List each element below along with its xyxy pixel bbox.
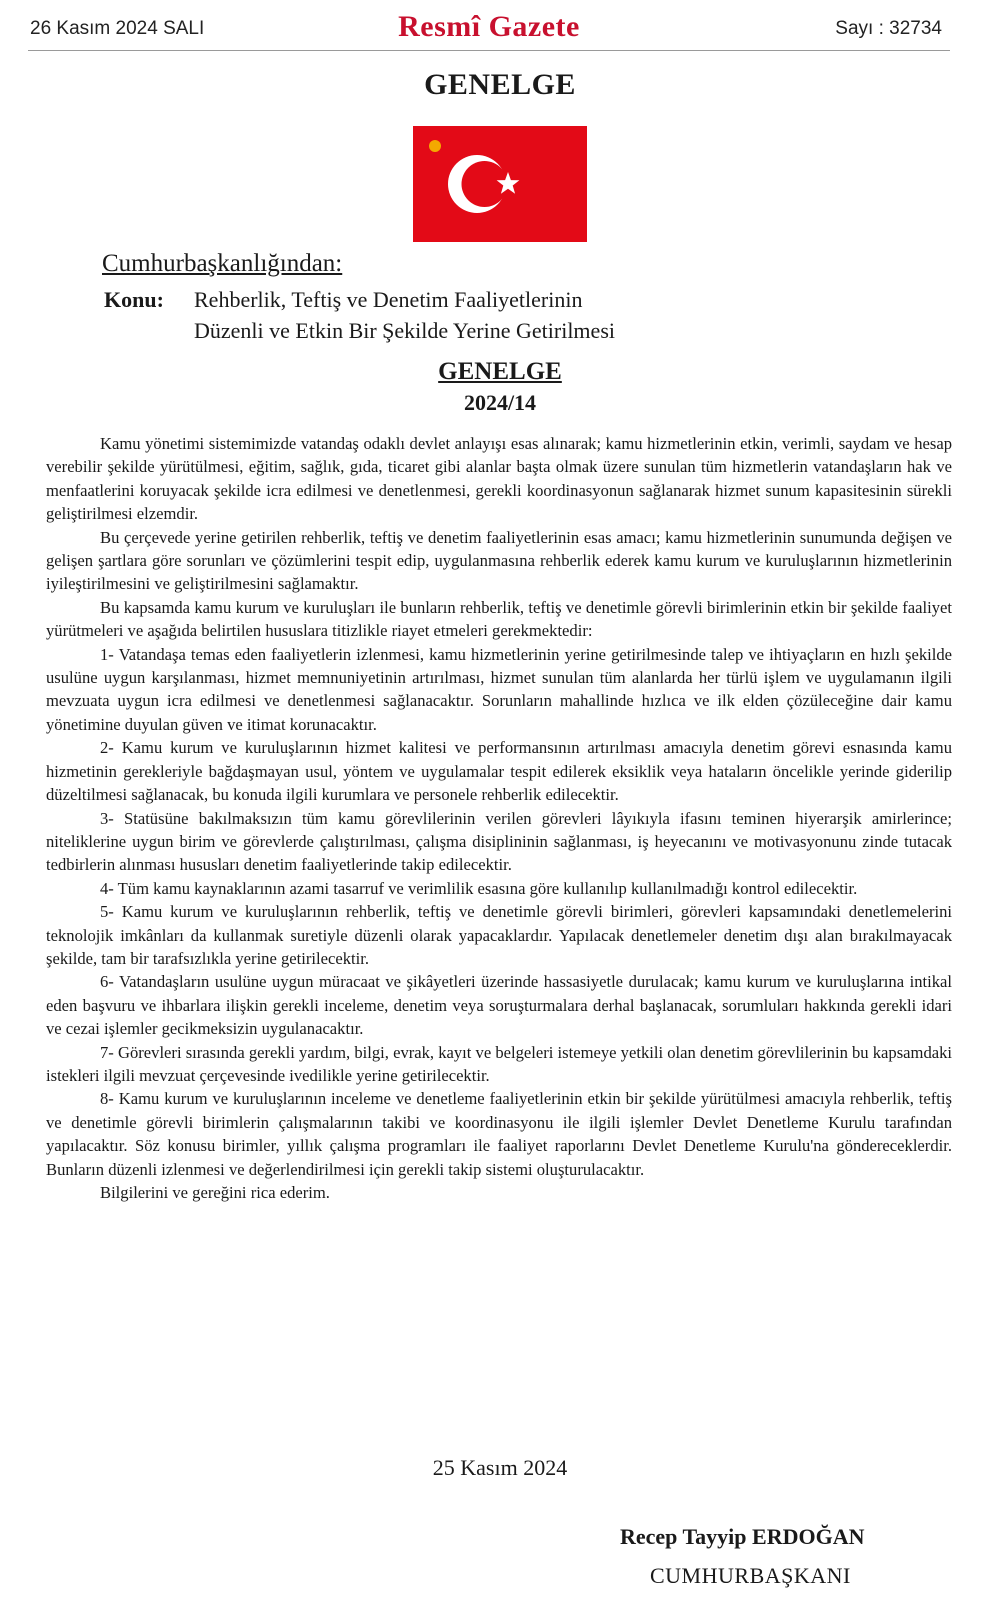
circular-title: GENELGE bbox=[438, 358, 562, 385]
closing-sentence: Bilgilerini ve gereğini rica ederim. bbox=[100, 1183, 330, 1202]
circular-number: 2024/14 bbox=[463, 390, 537, 415]
body-item-5: 5- Kamu kurum ve kuruluşlarının rehberlik, teftiş ve denetimle görevli birimleri, görevleri kapsamındaki denetlemelerini teknolojik imkânları da kullanmak suretiyle düzenli olarak yapacaklardır. Yapılacak denetlemeler denetim dışı alan bırakılmayacak şekilde, tam bir tarafsızlıkla yerine getirilecektir. bbox=[46, 902, 952, 968]
body-paragraph: Bu kapsamda kamu kurum ve kuruluşları ile bunların rehberlik, teftiş ve denetimle görevli birimlerinin etkin bir şekilde faaliyet yürütmeleri ve aşağıda belirtilen hususlara titizlikle riayet etmeleri gerekmektedir: bbox=[46, 597, 952, 641]
body-paragraph: Bu çerçevede yerine getirilen rehberlik, teftiş ve denetim faaliyetlerinin esas amacı; kamu hizmetlerinin sunumunda değişen ve gelişen şartlara göre sorunları ve çözümlerini tespit edip, uygulanmasına rehberlik ederek kamu kurum ve kuruluşlarının hizmetlerinin iyileştirilmesini ve geliştirilmesini sağlamaktır. bbox=[46, 527, 952, 594]
body-paragraph: Kamu yönetimi sistemimizde vatandaş odaklı devlet anlayışı esas alınarak; kamu hizmetlerinin etkin, verimli, saydam ve hesap verebilir şekilde yürütülmesi, eğitim, sağlık, gıda, ticaret gibi alanlar başta olmak üzere sunulan tüm hizmetlerin vatandaşların hak ve menfaatlerini koruyacak şekilde icra edilmesi ve denetlenmesi, gerekli koordinasyonun sağlanarak hizmet sunum kapasitesinin sürekli geliştirilmesi elzemdir. bbox=[46, 434, 952, 524]
turkish-flag-icon bbox=[413, 126, 587, 242]
gazette-header bbox=[28, 10, 950, 51]
body-item-4: 4- Tüm kamu kaynaklarının azami tasarruf ve verimlilik esasına göre kullanılıp kullanılmadığı kontrol edilecektir. bbox=[100, 878, 858, 898]
signer-name: Recep Tayyip ERDOĞAN bbox=[620, 1524, 865, 1549]
body-item-7: 7- Görevleri sırasında gerekli yardım, bilgi, evrak, kayıt ve belgeleri istemeye yetkili olan denetim görevlilerinin bu kapsamdaki istekleri ilgili mevzuat çerçevesinde ivedilikle yerine getirilecektir. bbox=[46, 1042, 953, 1085]
body-item-2: 2- Kamu kurum ve kuruluşlarının hizmet kalitesi ve performansının artırılması amacıyla denetim görevi esnasında kamu hizmetinin gerekleriyle bağdaşmayan usul, yöntem ve uygulamalar tespit edilerek eksiklik veya hataların öncelikle yerinde giderilip düzeltilmesi sağlanacak, bu konuda ilgili kurumlara ve personele rehberlik edilecektir. bbox=[46, 738, 952, 805]
signing-date: 25 Kasım 2024 bbox=[432, 1455, 568, 1480]
body-item-8: 8- Kamu kurum ve kuruluşlarının inceleme ve denetleme faaliyetlerinin etkin bir şekilde yürütülmesi amacıyla rehberlik, teftiş ve denetimle görevli birimlerin çalışmalarının takibi ve koordinasyonu ile ilgili işlemler Devlet Denetleme Kurulu tarafından yapılacaktır. Söz konusu birimler, yıllık çalışma programları ile faaliyet raporlarını Devlet Denetleme Kurulu'na göndereceklerdir. Bunların düzenli izlenmesi ve değerlendirilmesi için gerekli takip sistemi oluşturulacaktır. bbox=[46, 1089, 952, 1179]
document-type-heading: GENELGE bbox=[424, 68, 576, 101]
subject-label: Konu: bbox=[104, 287, 164, 312]
subject-line-1: Rehberlik, Teftiş ve Denetim Faaliyetlerinin bbox=[194, 287, 583, 312]
signer-title: CUMHURBAŞKANI bbox=[650, 1563, 851, 1588]
subject-line-2: Düzenli ve Etkin Bir Şekilde Yerine Getirilmesi bbox=[194, 318, 615, 343]
issuer-heading: Cumhurbaşkanlığından: bbox=[102, 250, 343, 277]
gazette-title: Resmî Gazete bbox=[398, 10, 580, 43]
circular-body bbox=[46, 432, 952, 1204]
body-item-6: 6- Vatandaşların usulüne uygun müracaat ve şikâyetleri üzerinde hassasiyetle durulacak; kamu kurum ve kuruluşlarına intikal eden başvuru ve ihbarlara ilişkin gerekli inceleme, denetim veya soruşturmalara derhal başlanacak, sorumluları hakkında gerekli idari ve cezai işlemler gecikmeksizin uygulanacaktır. bbox=[46, 972, 952, 1039]
issue-number: Sayı : 32734 bbox=[835, 18, 942, 39]
body-item-1: 1- Vatandaşa temas eden faaliyetlerin izlenmesi, kamu hizmetlerinin yerine getirilmesinde talep ve ihtiyaçların en hızlı şekilde usulüne uygun karşılanması, hizmet memnuniyetinin artırılması, hizmet sunulan tüm alanlarda her türlü işlem ve uygulamanın ilgili mevzuata uygun icra edilmesi ve denetlenmesi sağlanacaktır. Sorunların mahallinde hızlıca ve ilk elden çözüleceğine dair kamu yönetimine duyulan güven ve itimat korunacaktır. bbox=[46, 644, 952, 734]
flag-seal-mark bbox=[429, 140, 441, 152]
issue-date: 26 Kasım 2024 SALI bbox=[30, 18, 205, 39]
body-item-3: 3- Statüsüne bakılmaksızın tüm kamu görevlilerinin verilen görevleri lâyıkıyla ifasını teminen hiyerarşik amirlerince; niteliklerine uygun birim ve görevlerde çalıştırılması, çalışma disiplininin sağlanması, iş heyecanını ve motivasyonunu zinde tutacak tedbirlerin alınması hususları denetim faaliyetlerinde takip edilecektir. bbox=[46, 808, 952, 875]
flag-crescent-inner bbox=[462, 161, 508, 207]
